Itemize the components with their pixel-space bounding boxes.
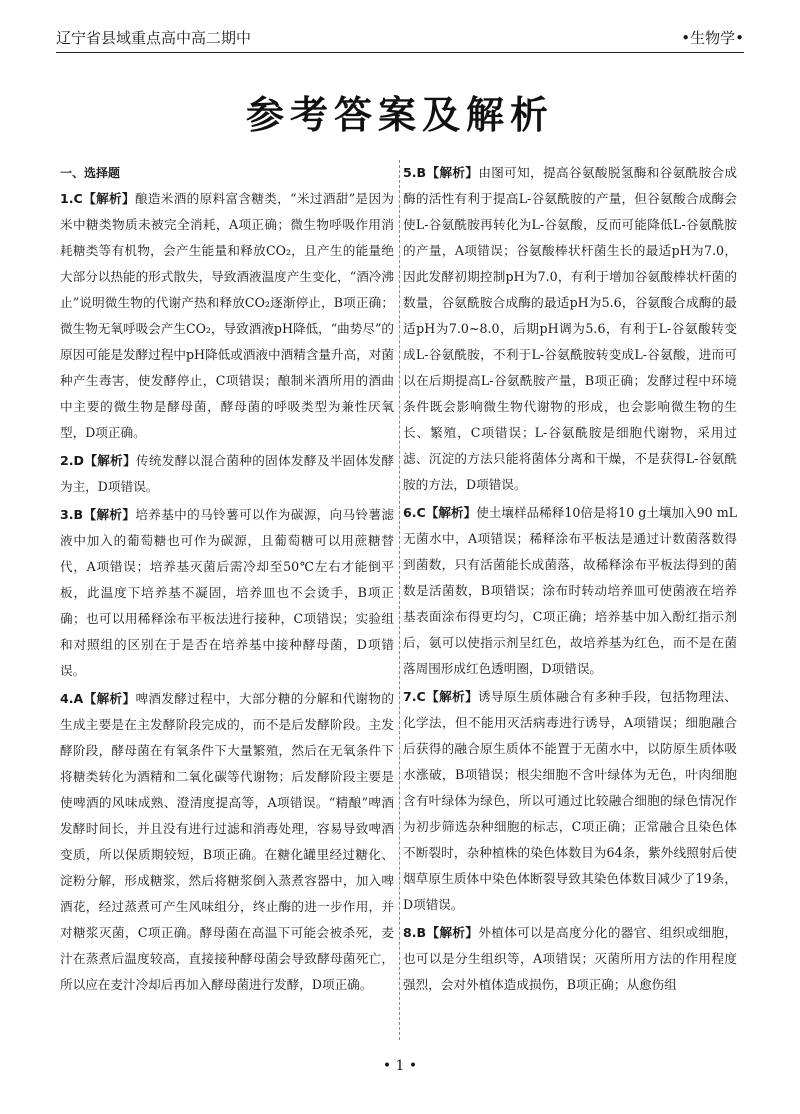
analysis-tag: 【解析】	[426, 925, 479, 940]
answer-number: 5.B	[403, 165, 427, 180]
left-column	[60, 160, 394, 1000]
answer-item	[60, 686, 394, 998]
analysis-tag: 【解析】	[84, 453, 137, 468]
answer-text: 培养基中的马铃薯可以作为碳源，向马铃薯滤液中加入的葡萄糖也可作为碳源，且葡萄糖可以用蔗糖替代，A项错误；培养基灭菌后需冷却至50℃左右才能倒平板，此温度下培养基不凝固，培养皿也不会烫手，B项正确；也可以用稀释涂布平板法进行接种，C项错误；实验组和对照组的区别在于是否在培养基中接种酵母菌，D项错误。	[60, 507, 395, 678]
answer-text: 由图可知，提高谷氨酸脱氢酶和谷氨酰胺合成酶的活性有利于提高L-谷氨酰胺的产量，但谷氨酸合成酶会使L-谷氨酰胺再转化为L-谷氨酸，反而可能降低L-谷氨酰胺的产量，A项错误；谷氨酸棒状杆菌生长的最适pH为7.0，因此发酵初期控制pH为7.0，有利于增加谷氨酸棒状杆菌的数量，谷氨酰胺合成酶的最适pH为5.6，谷氨酸合成酶的最适pH为7.0~8.0，后期pH调为5.6，有利于L-谷氨酸转变成L-谷氨酰胺，不利于L-谷氨酰胺转变成L-谷氨酸，进而可以在后期提高L-谷氨酰胺产量，B项正确；发酵过程中环境条件既会影响微生物代谢物的形成，也会影响微生物的生长、繁殖，C项错误；L-谷氨酰胺是细胞代谢物，采用过滤、沉淀的方法只能将菌体分离和干燥，不是获得L-谷氨酰胺的方法，D项错误。	[403, 165, 738, 492]
analysis-tag: 【解析】	[83, 507, 136, 522]
page-number: • 1 •	[382, 1058, 418, 1074]
answer-item	[403, 500, 737, 682]
answer-text: 使土壤样品稀释10倍是将10 g土壤加入90 mL无菌水中，A项错误；稀释涂布平板法是通过计数菌落数得到菌数，只有活菌能长成菌落，故稀释涂布平板法得到的菌数是活菌数，B项错误；涂布时转动培养皿可使菌液在培养基表面涂布得更均匀，C项正确；培养基中加入酚红指示剂后，氨可以使指示剂呈红色，故培养基为红色，而不是在菌落周围形成红色透明圈，D项错误。	[403, 505, 737, 676]
answer-item	[403, 684, 737, 918]
section-heading: 一、选择题	[60, 166, 121, 180]
answer-text: 传统发酵以混合菌种的固体发酵及半固体发酵为主，D项错误。	[60, 453, 395, 494]
column-divider	[399, 160, 400, 1040]
answer-number: 7.C	[403, 689, 426, 704]
answer-item	[60, 186, 394, 446]
answer-number: 6.C	[403, 505, 426, 520]
answer-text: 诱导原生质体融合有多种手段，包括物理法、化学法，但不能用灭活病毒进行诱导，A项错误；细胞融合后获得的融合原生质体不能置于无菌水中，以防原生质体吸水涨破，B项错误；根尖细胞不含叶绿体为无色，叶肉细胞含有叶绿体为绿色，所以可通过比较融合细胞的绿色情况作为初步筛选杂种细胞的标志，C项正确；正常融合且染色体不断裂时，杂种植株的染色体数目为64条，紫外线照射后使烟草原生质体中染色体断裂导致其染色体数目减少了19条，D项错误。	[403, 689, 738, 912]
analysis-tag: 【解析】	[83, 691, 136, 706]
answer-number: 4.A	[60, 691, 84, 706]
answer-number: 2.D	[60, 453, 85, 468]
right-column	[403, 160, 737, 1000]
header-subject: •生物学•	[681, 29, 744, 47]
page-header	[56, 22, 744, 53]
answer-item	[60, 502, 394, 684]
answer-number: 1.C	[60, 191, 83, 206]
answer-number: 3.B	[60, 507, 84, 522]
answer-item	[403, 160, 737, 498]
answer-text: 外植体可以是高度分化的器官、组织或细胞，也可以是分生组织等，A项错误；灭菌所用方法的作用程度强烈，会对外植体造成损伤，B项正确；从愈伤组	[403, 925, 738, 992]
analysis-tag: 【解析】	[425, 505, 477, 520]
answer-item	[60, 448, 394, 500]
answer-item	[403, 920, 737, 998]
analysis-tag: 【解析】	[425, 689, 479, 704]
answer-text: 啤酒发酵过程中，大部分糖的分解和代谢物的生成主要是在主发酵阶段完成的，而不是后发酵阶段。主发酵阶段，酵母菌在有氧条件下大量繁殖，然后在无氧条件下将糖类转化为酒精和二氧化碳等代谢物；后发酵阶段主要是使啤酒的风味成熟、澄清度提高等，A项错误。“精酿”啤酒发酵时间长，并且没有进行过滤和消毒处理，容易导致啤酒变质，所以保质期较短，B项正确。在糖化罐里经过糖化、淀粉分解，形成糖浆，然后将糖浆倒入蒸煮容器中，加入啤酒花，经过蒸煮可产生风味组分，终止酶的进一步作用，并对糖浆灭菌，C项正确。酵母菌在高温下可能会被杀死，麦汁在蒸煮后温度较高，直接接种酵母菌会导致酵母菌死亡，所以应在麦汁冷却后再加入酵母菌进行发酵，D项正确。	[60, 691, 395, 992]
analysis-tag: 【解析】	[426, 165, 479, 180]
header-exam-title: 辽宁省县域重点高中高二期中	[56, 29, 252, 47]
answer-number: 8.B	[403, 925, 427, 940]
page-title: 参考答案及解析	[245, 93, 554, 137]
answer-text: 酿造米酒的原料富含糖类，“米过酒甜”是因为米中糖类物质未被完全消耗，A项正确；微生物呼吸作用消耗糖类等有机物，会产生能量和释放CO₂，且产生的能量绝大部分以热能的形式散失，导致酒液温度产生变化，“酒冷沸止”说明微生物的代谢产热和释放CO₂逐渐停止，B项正确；微生物无氧呼吸会产生CO₂，导致酒液pH降低，“曲势尽”的原因可能是发酵过程中pH降低或酒液中酒精含量升高，对菌种产生毒害，使发酵停止，C项错误；酿制米酒所用的酒曲中主要的微生物是酵母菌，酵母菌的呼吸类型为兼性厌氧型，D项正确。	[60, 191, 394, 440]
analysis-tag: 【解析】	[82, 191, 135, 206]
